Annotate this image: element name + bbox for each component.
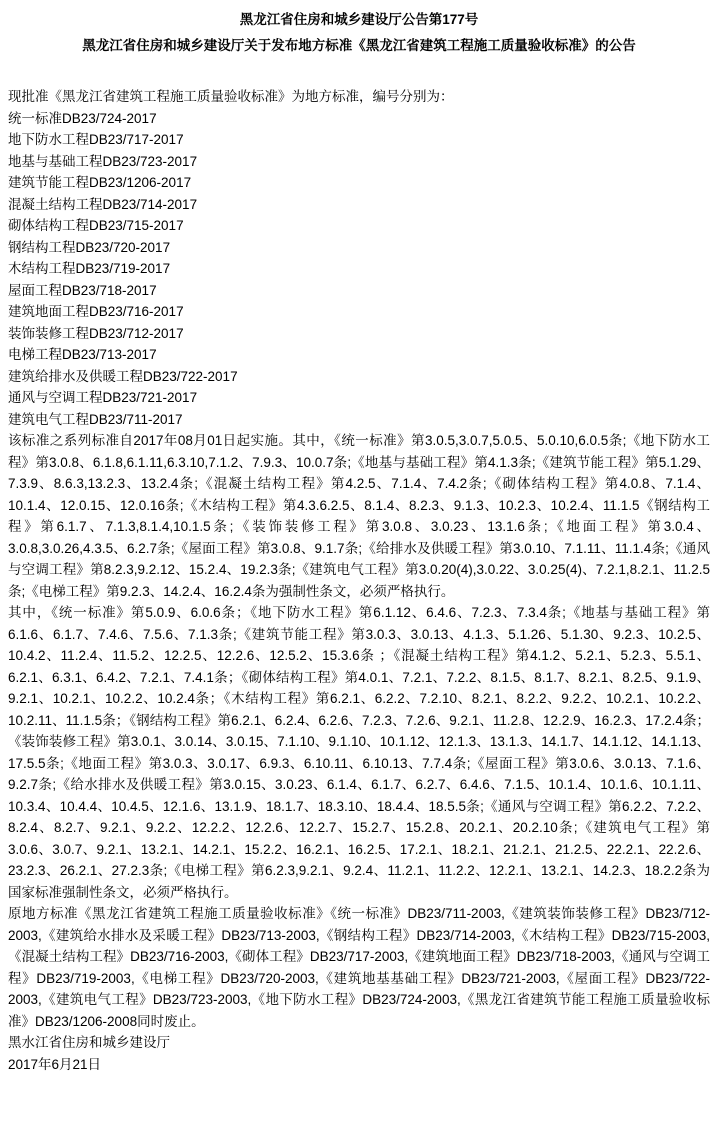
list-item: 混凝土结构工程DB23/714-2017 [8,196,198,212]
standards-list [8,108,710,431]
mandatory-local-paragraph: 该标准之系列标准自2017年08月01日起实施。其中，《统一标准》第3.0.5,3.0.7,5.0.5、5.0.10,6.0.5条;《地下防水工程》第3.0.8、6.1.8,6.1.11,6.3.10,7.1.2、7.9.3、10.0.7条;《地基与基础工程》第4.1.3条;《建筑节能工程》第5.1.29、7.3.9、8.6.3,13.2.3、13.2.4条;《混凝土结构工程》第4.2.5、7.1.4、7.4.2条;《砌体结构工程》第4.0.8、7.1.4、10.1.4、12.0.15、12.0.16条;《木结构工程》第4.3.6.2.5、8.1.4、8.2.3、9.1.3、10.2.3、10.2.4、11.1.5《钢结构工程》第6.1.7、7.1.3,8.1.4,10.1.5条;《装饰装修工程》第3.0.8、3.0.23、13.1.6条;《地面工程》第3.0.4、3.0.8,3.0.26,4.3.5、6.2.7条;《屋面工程》第3.0.8、9.1.7条;《给排水及供暖工程》第3.0.10、7.1.11、11.1.4条;《通风与空调工程》第8.2.3,9.2.12、15.2.4、19.2.3条;《建筑电气工程》第3.0.20(4),3.0.22、3.0.25(4)、7.2.1,8.2.1、11.2.5条;《电梯工程》第9.2.3、14.2.4、16.2.4条为强制性条文，必须严格执行。 [8,433,710,599]
list-item: 电梯工程DB23/713-2017 [8,347,157,362]
list-item: 钢结构工程DB23/720-2017 [8,239,171,255]
title-spacer [8,56,710,86]
list-item: 建筑地面工程DB23/716-2017 [8,304,184,319]
list-item: 屋面工程DB23/718-2017 [8,282,157,298]
issue-date: 2017年6月21日 [8,1056,102,1072]
list-item: 砌体结构工程DB23/715-2017 [8,218,184,233]
list-item: 建筑给排水及供暖工程DB23/722-2017 [8,368,238,384]
page-subtitle: 黑龙江省住房和城乡建设厅关于发布地方标准《黑龙江省建筑工程施工质量验收标准》的公告 [82,38,636,53]
mandatory-national-paragraph: 其中，《统一标准》第5.0.9、6.0.6条；《地下防水工程》第6.1.12、6.4.6、7.2.3、7.3.4条;《地基与基础工程》第6.1.6、6.1.7、7.4.6、7.5.6、7.1.3条;《建筑节能工程》第3.0.3、3.0.13、4.1.3、5.1.26、5.1.30、9.2.3、10.2.5、10.4.2、11.2.4、11.5.2、12.2.5、12.2.6、12.5.2、15.3.6条 ；《混凝土结构工程》第4.1.2、5.2.1、5.2.3、5.5.1、6.2.1、6.3.1、6.4.2、7.2.1、7.4.1条；《砌体结构工程》第4.0.1、7.2.1、7.2.2、8.1.5、8.1.7、8.2.1、8.2.5、9.1.9、9.2.1、10.2.1、10.2.2、10.2.4条；《木结构工程》第6.2.1、6.2.2、7.2.10、8.2.1、8.2.2、9.2.2、10.2.1、10.2.2、10.2.11、11.1.5条；《钢结构工程》第6.2.1、6.2.4、6.2.6、7.2.3、7.2.6、9.2.1、11.2.8、12.2.9、16.2.3、17.2.4条；《装饰装修工程》第3.0.1、3.0.14、3.0.15、7.1.10、9.1.10、10.1.12、12.1.3、13.1.3、14.1.7、14.1.12、14.1.13、17.5.5条;《地面工程》第3.0.3、3.0.17、6.9.3、6.10.11、6.10.13、7.7.4条;《屋面工程》第3.0.6、3.0.13、7.1.6、9.2.7条;《给水排水及供暖工程》第3.0.15、3.0.23、6.1.4、6.1.7、6.2.7、6.4.6、7.1.5、10.1.4、10.1.6、10.1.11、10.3.4、10.4.4、10.4.5、12.1.6、13.1.9、18.1.7、18.3.10、18.4.4、18.5.5条;《通风与空调工程》第6.2.2、7.2.2、8.2.4、8.2.7、9.2.1、9.2.2、12.2.2、12.2.6、12.2.7、15.2.7、15.2.8、20.2.1、20.2.10条;《建筑电气工程》第3.0.6、3.0.7、9.2.1、13.2.1、14.2.1、15.2.2、16.2.1、16.2.5、17.2.1、18.2.1、21.2.1、21.2.5、22.2.1、22.2.6、23.2.3、26.2.1、27.2.3条;《电梯工程》第6.2.3,9.2.1、9.2.4、11.2.1、11.2.2、12.2.1、13.2.1、14.2.3、18.2.2条为国家标准强制性条文，必须严格执行。 [8,605,710,900]
page-title: 黑龙江省住房和城乡建设厅公告第177号 [239,12,479,27]
list-item: 木结构工程DB23/719-2017 [8,261,171,276]
list-item: 建筑电气工程DB23/711-2017 [8,411,183,427]
intro-paragraph: 现批准《黑龙江省建筑工程施工质量验收标准》为地方标准，编号分别为： [8,89,454,104]
list-item: 统一标准DB23/724-2017 [8,110,157,126]
issuer-name: 黑水江省住房和城乡建设厅 [8,1035,170,1050]
list-item: 地基与基础工程DB23/723-2017 [8,153,198,169]
list-item: 建筑节能工程DB23/1206-2017 [8,175,192,190]
list-item: 地下防水工程DB23/717-2017 [8,132,184,147]
repealed-standards-paragraph: 原地方标准《黑龙江省建筑工程施工质量验收标准》《统一标准》DB23/711-2003,《建筑装饰装修工程》DB23/712-2003,《建筑给水排水及采暖工程》DB23/713-2003,《钢结构工程》DB23/714-2003,《木结构工程》DB23/715-2003,《混凝土结构工程》DB23/716-2003,《砌体工程》DB23/717-2003,《建筑地面工程》DB23/718-2003,《通风与空调工程》DB23/719-2003,《电梯工程》DB23/720-2003,《建筑地基基础工程》DB23/721-2003,《屋面工程》DB23/722-2003,《建筑电气工程》DB23/723-2003,《地下防水工程》DB23/724-2003,《黑龙江省建筑节能工程施工质量验收标准》DB23/1206-2008同时废止。 [8,906,710,1029]
list-item: 装饰装修工程DB23/712-2017 [8,325,184,341]
list-item: 通风与空调工程DB23/721-2017 [8,390,198,405]
